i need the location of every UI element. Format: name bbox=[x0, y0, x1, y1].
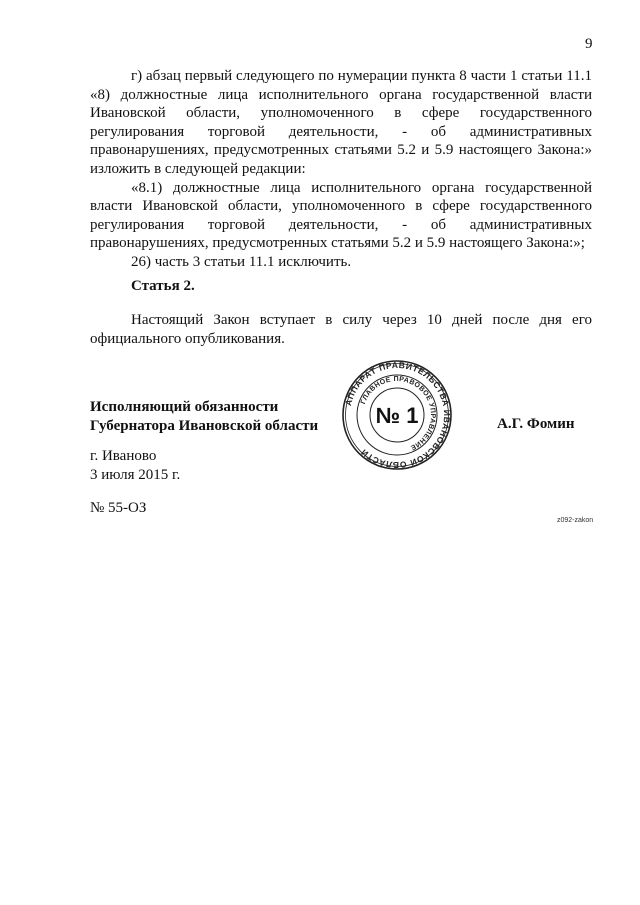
file-reference: z092-zakon bbox=[557, 517, 594, 524]
signatory-title-line1: Исполняющий обязанности bbox=[90, 399, 279, 415]
page-number: 9 bbox=[585, 36, 593, 52]
signatory-name: А.Г. Фомин bbox=[497, 416, 575, 432]
date: 3 июля 2015 г. bbox=[90, 467, 181, 483]
paragraph-new-wording: «8.1) должностные лица исполнительного органа государственной власти Ивановской области, уполномоченного в сфере государственного регулирования торговой деятельности, - об административных правонарушениях, предусмотренных статьями 5.2 и 5.9 настоящего Закона:»; bbox=[90, 179, 592, 252]
stamp-number: № 1 bbox=[375, 403, 419, 428]
final-paragraph: Настоящий Закон вступает в силу через 10 дней после дня его официального опубликования. bbox=[90, 312, 592, 347]
paragraph-item-26: 26) часть 3 статьи 11.1 исключить. bbox=[131, 253, 352, 270]
body-text bbox=[90, 67, 592, 272]
paragraph-amendment-g: г) абзац первый следующего по нумерации пункта 8 части 1 статьи 11.1 «8) должностные лица исполнительного органа государственной власти Ивановской области, уполномоченного в сфере государственного регулирования торговой деятельности, - об административных правонарушениях, предусмотренных статьями 5.2 и 5.9 настоящего Закона:» изложить в следующей редакции: bbox=[90, 68, 592, 177]
signatory-title bbox=[90, 398, 318, 436]
signatory-title-line2: Губернатора Ивановской области bbox=[90, 418, 319, 434]
place-and-date bbox=[90, 447, 180, 485]
stamp-outer-text: АППАРАТ ПРАВИТЕЛЬСТВА ИВАНОВСКОЙ ОБЛАСТИ bbox=[342, 360, 453, 470]
official-stamp bbox=[333, 360, 461, 470]
law-number: № 55-ОЗ bbox=[90, 500, 147, 516]
place: г. Иваново bbox=[90, 448, 157, 464]
article-title: Статья 2. bbox=[131, 278, 195, 294]
stamp-inner-text: ГЛАВНОЕ ПРАВОВОЕ УПРАВЛЕНИЕ bbox=[359, 375, 437, 452]
